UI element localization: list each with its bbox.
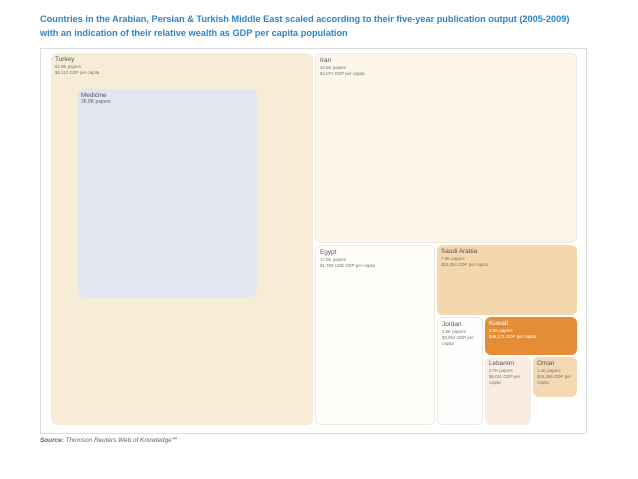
chart-title-line-1: Countries in the Arabian, Persian & Turkish Middle East scaled according to their five-year publication output (2005-2009): [40, 14, 570, 24]
tile-papers-oman: 1.4K papers: [537, 368, 561, 373]
tile-papers-jordan: 3.9K papers: [442, 329, 466, 334]
tile-lebanon: [485, 357, 531, 425]
tile-papers-medicine: 36.8K papers: [81, 99, 111, 105]
tile-papers-saudi-arabia: 7.9K papers: [441, 256, 465, 261]
treemap-frame: [40, 48, 587, 434]
tile-papers-turkey: 81.9K papers: [55, 64, 82, 69]
tile-gdp-egypt: $1,769 USD GDP per capita: [320, 262, 376, 268]
source-note: [40, 436, 178, 444]
tile-oman: [533, 357, 577, 397]
tile-label-turkey: Turkey: [55, 56, 75, 63]
tile-medicine: [77, 89, 257, 297]
tile-papers-kuwait: 2.9K papers: [489, 328, 513, 333]
tile-gdp-jordan: $3,654 GDP per capita: [442, 334, 474, 346]
tile-kuwait: [485, 317, 577, 355]
tile-label-iran: Iran: [320, 57, 332, 64]
chart-title-line-2: with an indication of their relative wealth as GDP per capita population: [40, 28, 348, 38]
tile-gdp-iran: $4,071 GDP per capita: [320, 70, 365, 76]
tile-label-egypt: Egypt: [320, 249, 337, 256]
tile-papers-iran: 42.6K papers: [320, 65, 347, 70]
tile-papers-egypt: 17.5K papers: [320, 257, 347, 262]
tile-egypt: [315, 245, 435, 425]
source-label: Source:: [40, 437, 64, 444]
tile-label-jordan: Jordan: [442, 321, 462, 328]
tile-gdp-lebanon: $6,011 GDP per capita: [489, 373, 521, 385]
tile-label-medicine: Medicine: [81, 92, 107, 99]
tile-gdp-kuwait: $46,171 GDP per capita: [489, 333, 537, 339]
tile-gdp-turkey: $6,113 GDP per capita: [55, 69, 100, 75]
tile-iran: [315, 53, 577, 243]
tile-label-saudi-arabia: Saudi Arabia: [441, 248, 478, 255]
chart-title: [40, 12, 620, 40]
tile-label-kuwait: Kuwait: [489, 320, 509, 327]
tile-label-lebanon: Lebanon: [489, 360, 514, 367]
source-text: Thomson Reuters Web of Knowledge℠: [65, 437, 179, 444]
tile-gdp-saudi-arabia: $15,254 GDP per capita: [441, 261, 489, 267]
tile-label-oman: Oman: [537, 360, 555, 367]
tile-papers-lebanon: 2.7K papers: [489, 368, 513, 373]
tile-jordan: [437, 317, 483, 425]
tile-gdp-oman: $15,385 GDP per capita: [537, 373, 572, 385]
tile-saudi-arabia: [437, 245, 577, 315]
